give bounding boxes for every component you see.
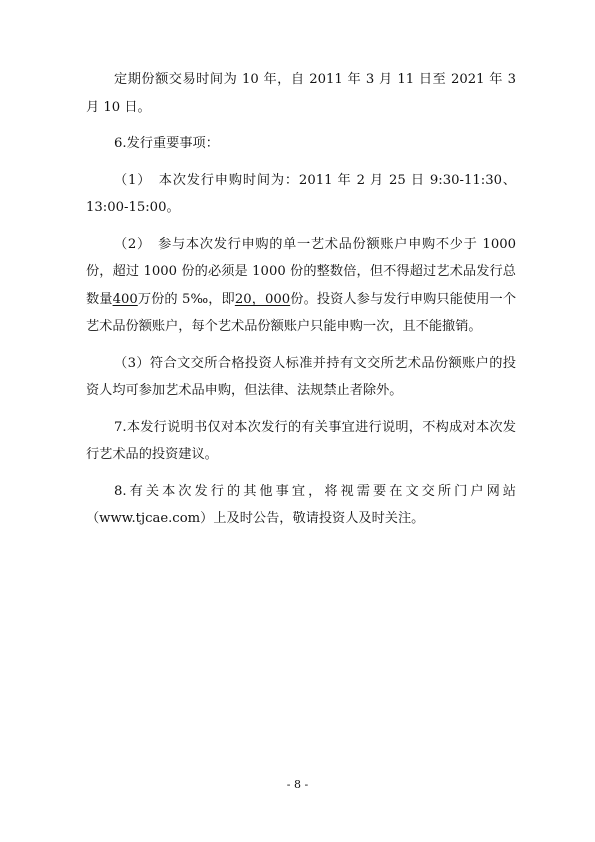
- text-segment: 万份的 5‰，即: [137, 291, 235, 307]
- document-body: [86, 66, 516, 542]
- paragraph-subscription-time: （1） 本次发行申购时间为：2011 年 2 月 25 日 9:30-11:30、13:00-15:00。: [86, 172, 516, 215]
- heading-issuance-matters: 6.发行重要事项：: [114, 136, 219, 151]
- paragraph-disclaimer: 7.本发行说明书仅对本次发行的有关事宜进行说明，不构成对本次发行艺术品的投资建议。: [86, 419, 516, 462]
- underlined-total-quantity: 400: [112, 291, 138, 307]
- paragraph-eligibility: （3）符合文交所合格投资人标准并持有文交所艺术品份额账户的投资人均可参加艺术品申购，但法律、法规禁止者除外。: [86, 355, 516, 398]
- paragraph-trading-period: 定期份额交易时间为 10 年，自 2011 年 3 月 11 日至 2021 年 3 月 10 日。: [86, 72, 516, 115]
- paragraph-subscription-rules: [86, 231, 516, 341]
- text-segment: 份。投资人参与发行申购只能使用一个艺术品份额账户，每个艺术品份额账户只能申购一次，且不能撤销。: [86, 291, 517, 334]
- text-segment: （2） 参与本次发行申购的单一艺术品份额账户申购不少于 1000 份，超过 1000 份的必须是 1000 份的整数倍，但不得超过艺术品发行总数量: [86, 236, 516, 307]
- underlined-limit-quantity: 20，000: [234, 291, 291, 307]
- paragraph-announcement: 8.有关本次发行的其他事宜，将视需要在文交所门户网站（www.tjcae.com）上及时公告，敬请投资人及时关注。: [86, 483, 516, 526]
- page-number: - 8 -: [286, 778, 309, 791]
